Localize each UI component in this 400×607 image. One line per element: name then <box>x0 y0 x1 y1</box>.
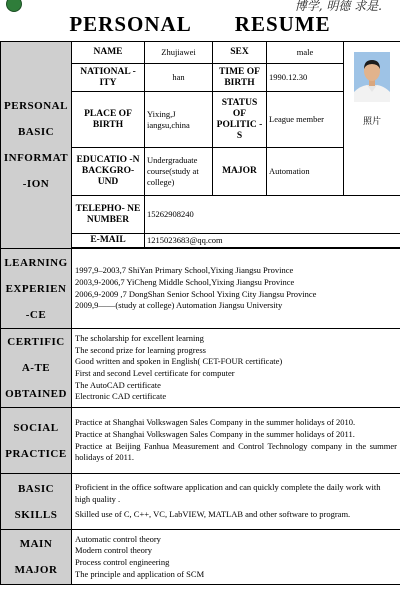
skills-line: Proficient in the office software application and can quickly complete the daily work with high quality . <box>75 482 381 504</box>
section-basic-skills <box>1 474 72 530</box>
sex-label: SEX <box>213 42 267 64</box>
education-value: Undergraduate course(study at college) <box>145 148 213 196</box>
course-line: Automatic control theory <box>75 533 161 544</box>
telephone-label: TELEPHO- NE NUMBER <box>72 196 145 234</box>
nationality-value: han <box>145 64 213 92</box>
learning-line: 2009,9——(study at college) Automation Jiangsu University <box>75 300 283 311</box>
sex-value: male <box>267 42 344 64</box>
portrait-photo <box>354 52 390 102</box>
major-label: MAJOR <box>213 148 267 196</box>
photo-cell <box>344 42 400 196</box>
course-line: Process control engineering <box>75 557 170 567</box>
resume-table <box>0 41 400 585</box>
section-personal-info <box>1 42 72 249</box>
basic-skills-content <box>72 474 400 530</box>
social-section-label: SOCIAL PRACTICE <box>5 421 67 460</box>
course-line: The principle and application of SCM <box>75 568 205 579</box>
certificates-content <box>72 329 400 408</box>
political-status-value: League member <box>267 92 344 148</box>
birthplace-value: Yixing,J iangsu,china <box>145 92 213 148</box>
learning-line: 2003,9-2006,7 YiCheng Middle School,Yixing Jiangsu Province <box>75 276 295 287</box>
section-social-practice <box>1 408 72 474</box>
learning-section-label: LEARNING EXPERIEN -CE <box>4 256 68 321</box>
birth-time-value: 1990.12.30 <box>267 64 344 92</box>
name-label: NAME <box>72 42 145 64</box>
skills-section-label: BASIC SKILLS <box>14 482 58 521</box>
social-line: Practice at Shanghai Volkswagen Sales Company in the summer holidays of 2010. <box>75 417 356 428</box>
section-certificates <box>1 329 72 408</box>
learning-line: 2006,9-2009 ,7 DongShan Senior School Yixing City Jiangsu Province <box>75 288 317 299</box>
email-value: 1215023683@qq.com <box>145 234 400 248</box>
nationality-label: NATIONAL -ITY <box>72 64 145 92</box>
university-motto: 博学, 明德 求是. <box>294 0 382 13</box>
social-practice-content <box>72 408 400 474</box>
certificate-line: The AutoCAD certificate <box>75 379 161 390</box>
social-line: Practice at Beijing Fanhua Measurement and Control Technology company in the summer holidays of 2011. <box>75 440 397 463</box>
photo-caption: 照片 <box>362 117 381 127</box>
major-value: Automation <box>267 148 344 196</box>
skills-line: Skilled use of C, C++, VC, LabVIEW, MATLAB and other software to program. <box>75 509 351 520</box>
learning-experience-content <box>72 249 400 329</box>
certificate-line: Good written and spoken in English( CET-FOUR certificate) <box>75 356 283 367</box>
university-logo <box>6 0 22 12</box>
email-label: E-MAIL <box>72 234 145 248</box>
certificate-line: The scholarship for excellent learning <box>75 333 204 344</box>
political-status-label: STATUS OF POLITIC -S <box>213 92 267 148</box>
section-main-major <box>1 530 72 585</box>
page-title: PERSONAL RESUME <box>69 12 331 36</box>
major-section-label: MAIN MAJOR <box>14 538 58 576</box>
certificate-line: Electronic CAD certificate <box>75 391 167 402</box>
certificate-line: First and second Level certificate for computer <box>75 368 235 378</box>
social-line: Practice at Shanghai Volkswagen Sales Company in the summer holidays of 2011. <box>75 428 355 439</box>
certificate-line: The second prize for learning progress <box>75 344 206 355</box>
learning-line: 1997,9–2003,7 ShiYan Primary School,Yixing Jiangsu Province <box>75 265 294 276</box>
telephone-value: 15262908240 <box>145 196 400 234</box>
personal-section-label: PERSONAL BASIC INFORMAT -ION <box>3 100 69 190</box>
certificates-section-label: CERTIFIC A-TE OBTAINED <box>5 336 67 400</box>
course-line: Modern control theory <box>75 545 152 556</box>
birth-time-label: TIME OF BIRTH <box>213 64 267 92</box>
main-major-content <box>72 530 400 585</box>
education-label: EDUCATIO -N BACKGRO- UND <box>72 148 145 196</box>
name-value: Zhujiawei <box>145 42 213 64</box>
birthplace-label: PLACE OF BIRTH <box>72 92 145 148</box>
section-learning-experience <box>1 249 72 329</box>
